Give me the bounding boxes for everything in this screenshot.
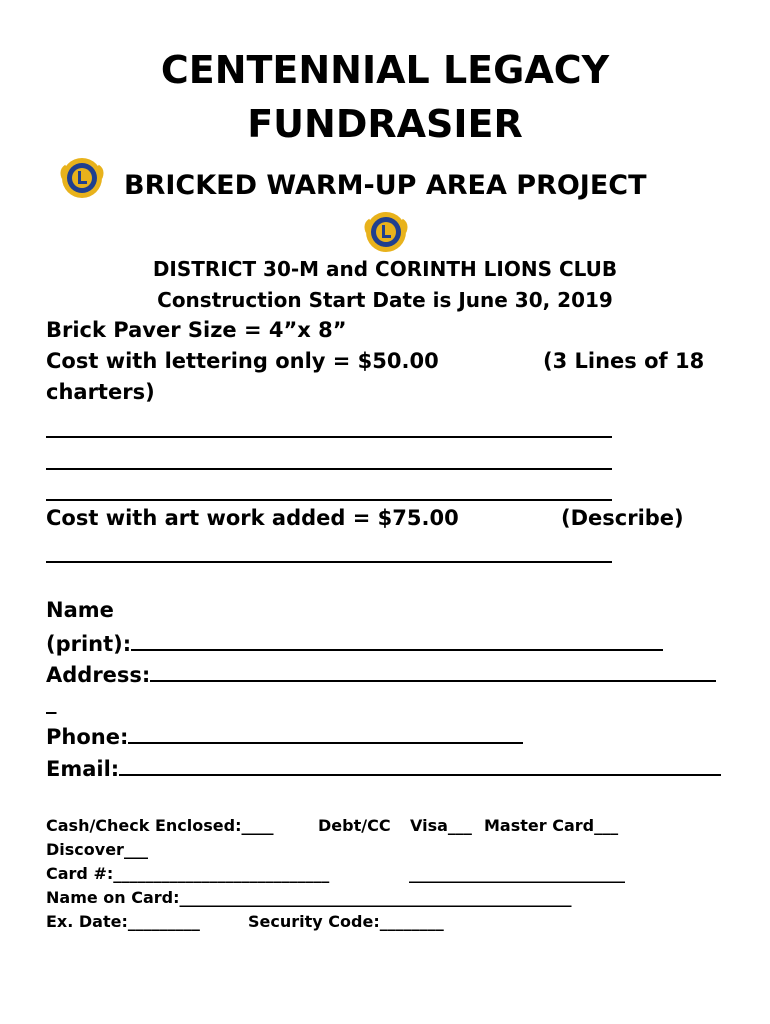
charters-note: charters)	[46, 380, 155, 404]
security-code-field[interactable]: Security Code:________	[248, 912, 444, 931]
district-line: DISTRICT 30-M and CORINTH LIONS CLUB	[152, 257, 618, 281]
paver-size: Brick Paver Size = 4”x 8”	[46, 318, 347, 342]
lettering-line-2[interactable]	[46, 468, 612, 470]
name-label: Name	[46, 598, 114, 622]
email-label: Email:	[46, 757, 120, 781]
ex-date-field[interactable]: Ex. Date:_________	[46, 912, 200, 931]
name-print-label: (print):	[46, 632, 132, 656]
name-on-card-field[interactable]: Name on Card:_________________________________________________	[46, 888, 572, 907]
email-field[interactable]	[119, 754, 721, 776]
address-label: Address:	[46, 663, 151, 687]
discover-option[interactable]: Discover___	[46, 840, 148, 859]
visa-option[interactable]: Visa___	[410, 816, 472, 835]
address-field[interactable]	[150, 660, 716, 682]
cost-artwork: Cost with art work added = $75.00	[46, 506, 459, 530]
name-field[interactable]	[131, 629, 663, 651]
lions-club-emblem-icon	[364, 210, 408, 254]
phone-label: Phone:	[46, 725, 129, 749]
lions-club-emblem-icon	[60, 156, 104, 200]
subtitle: BRICKED WARM-UP AREA PROJECT	[124, 170, 647, 201]
cost-lettering: Cost with lettering only = $50.00	[46, 349, 439, 373]
master-card-option[interactable]: Master Card___	[484, 816, 619, 835]
artwork-description-line[interactable]	[46, 561, 612, 563]
construction-date-line: Construction Start Date is June 30, 2019	[157, 288, 613, 312]
title-line-1: CENTENNIAL LEGACY	[160, 48, 610, 92]
address-wrap: _	[46, 690, 57, 714]
lines-note: (3 Lines of 18	[543, 349, 705, 373]
card-number-field[interactable]: Card #:___________________________	[46, 864, 330, 883]
title-line-2: FUNDRASIER	[247, 102, 523, 146]
debt-cc-label: Debt/CC	[318, 816, 391, 835]
lettering-line-1[interactable]	[46, 436, 612, 438]
describe-note: (Describe)	[561, 506, 684, 530]
lettering-line-3[interactable]	[46, 499, 612, 501]
cash-check-enclosed[interactable]: Cash/Check Enclosed:____	[46, 816, 274, 835]
card-number-field-2[interactable]: ___________________________	[409, 864, 625, 883]
phone-field[interactable]	[128, 722, 523, 744]
